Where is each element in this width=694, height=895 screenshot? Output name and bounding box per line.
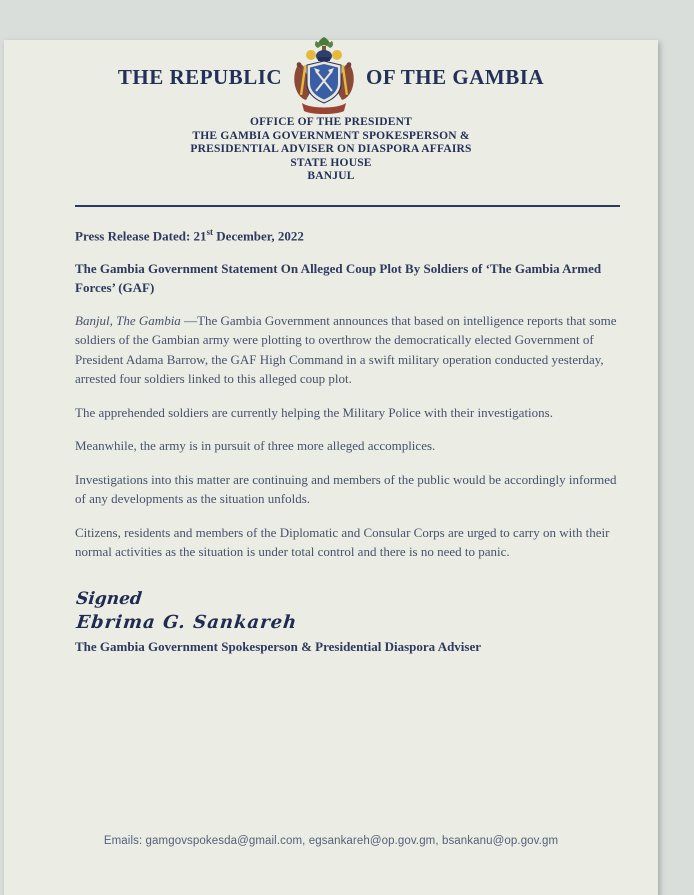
- letterhead-title-row: [4, 40, 658, 114]
- press-release-date: [75, 227, 620, 244]
- office-line: STATE HOUSE: [290, 156, 372, 169]
- footer-emails: Emails: gamgovspokesda@gmail.com, egsankareh@op.gov.gm, bsankanu@op.gov.gm: [103, 835, 559, 847]
- paragraph-3: Meanwhile, the army is in pursuit of three more alleged accomplices.: [75, 438, 436, 454]
- paragraph-2: The apprehended soldiers are currently helping the Military Police with their investigations.: [75, 404, 553, 420]
- letterhead-office-block: [4, 116, 658, 184]
- paragraph-5: Citizens, residents and members of the Diplomatic and Consular Corps are urged to carry on with their normal activities as the situation is under total control and there is no need to panic.: [75, 524, 610, 560]
- document-body: [4, 205, 658, 655]
- press-release-page: [4, 40, 658, 895]
- office-line: THE GAMBIA GOVERNMENT SPOKESPERSON &: [192, 129, 470, 142]
- statement-title: The Gambia Government Statement On Alleged Coup Plot By Soldiers of ‘The Gambia Armed Forces’ (GAF): [75, 260, 602, 295]
- signatory-title: The Gambia Government Spokesperson & Presidential Diaspora Adviser: [75, 638, 482, 654]
- office-line: OFFICE OF THE PRESIDENT: [249, 116, 413, 128]
- paragraph-1: [75, 311, 620, 389]
- date-ordinal: st: [206, 226, 214, 237]
- dateline: Banjul, The Gambia: [75, 312, 181, 328]
- signature-block: [75, 588, 620, 655]
- signed-label: Signed: [75, 588, 143, 609]
- office-line: PRESIDENTIAL ADVISER ON DIASPORA AFFAIRS: [190, 143, 472, 155]
- office-line: BANJUL: [307, 170, 355, 182]
- date-prefix: Press Release Dated: 21: [75, 227, 207, 243]
- paragraph-4: Investigations into this matter are continuing and members of the public would be accordingly informed of any developments as the situation unfolds.: [75, 471, 617, 507]
- title-left: THE REPUBLIC: [117, 64, 283, 89]
- date-suffix: December, 2022: [213, 227, 304, 243]
- paragraph-1-text: —The Gambia Government announces that based on intelligence reports that some soldiers of the Gambian army were plotting to overthrow the democratically elected Government of President Adama Barrow, the GAF High Command in a swift military operation conducted yesterday, arrested four soldiers linked to this alleged coup plot.: [75, 312, 617, 387]
- title-right: OF THE GAMBIA: [366, 64, 545, 89]
- letterhead: [4, 40, 658, 184]
- header-divider: [75, 205, 620, 207]
- signature-name: Ebrima G. Sankareh: [75, 611, 299, 633]
- gambia-coat-of-arms-icon: [288, 35, 360, 119]
